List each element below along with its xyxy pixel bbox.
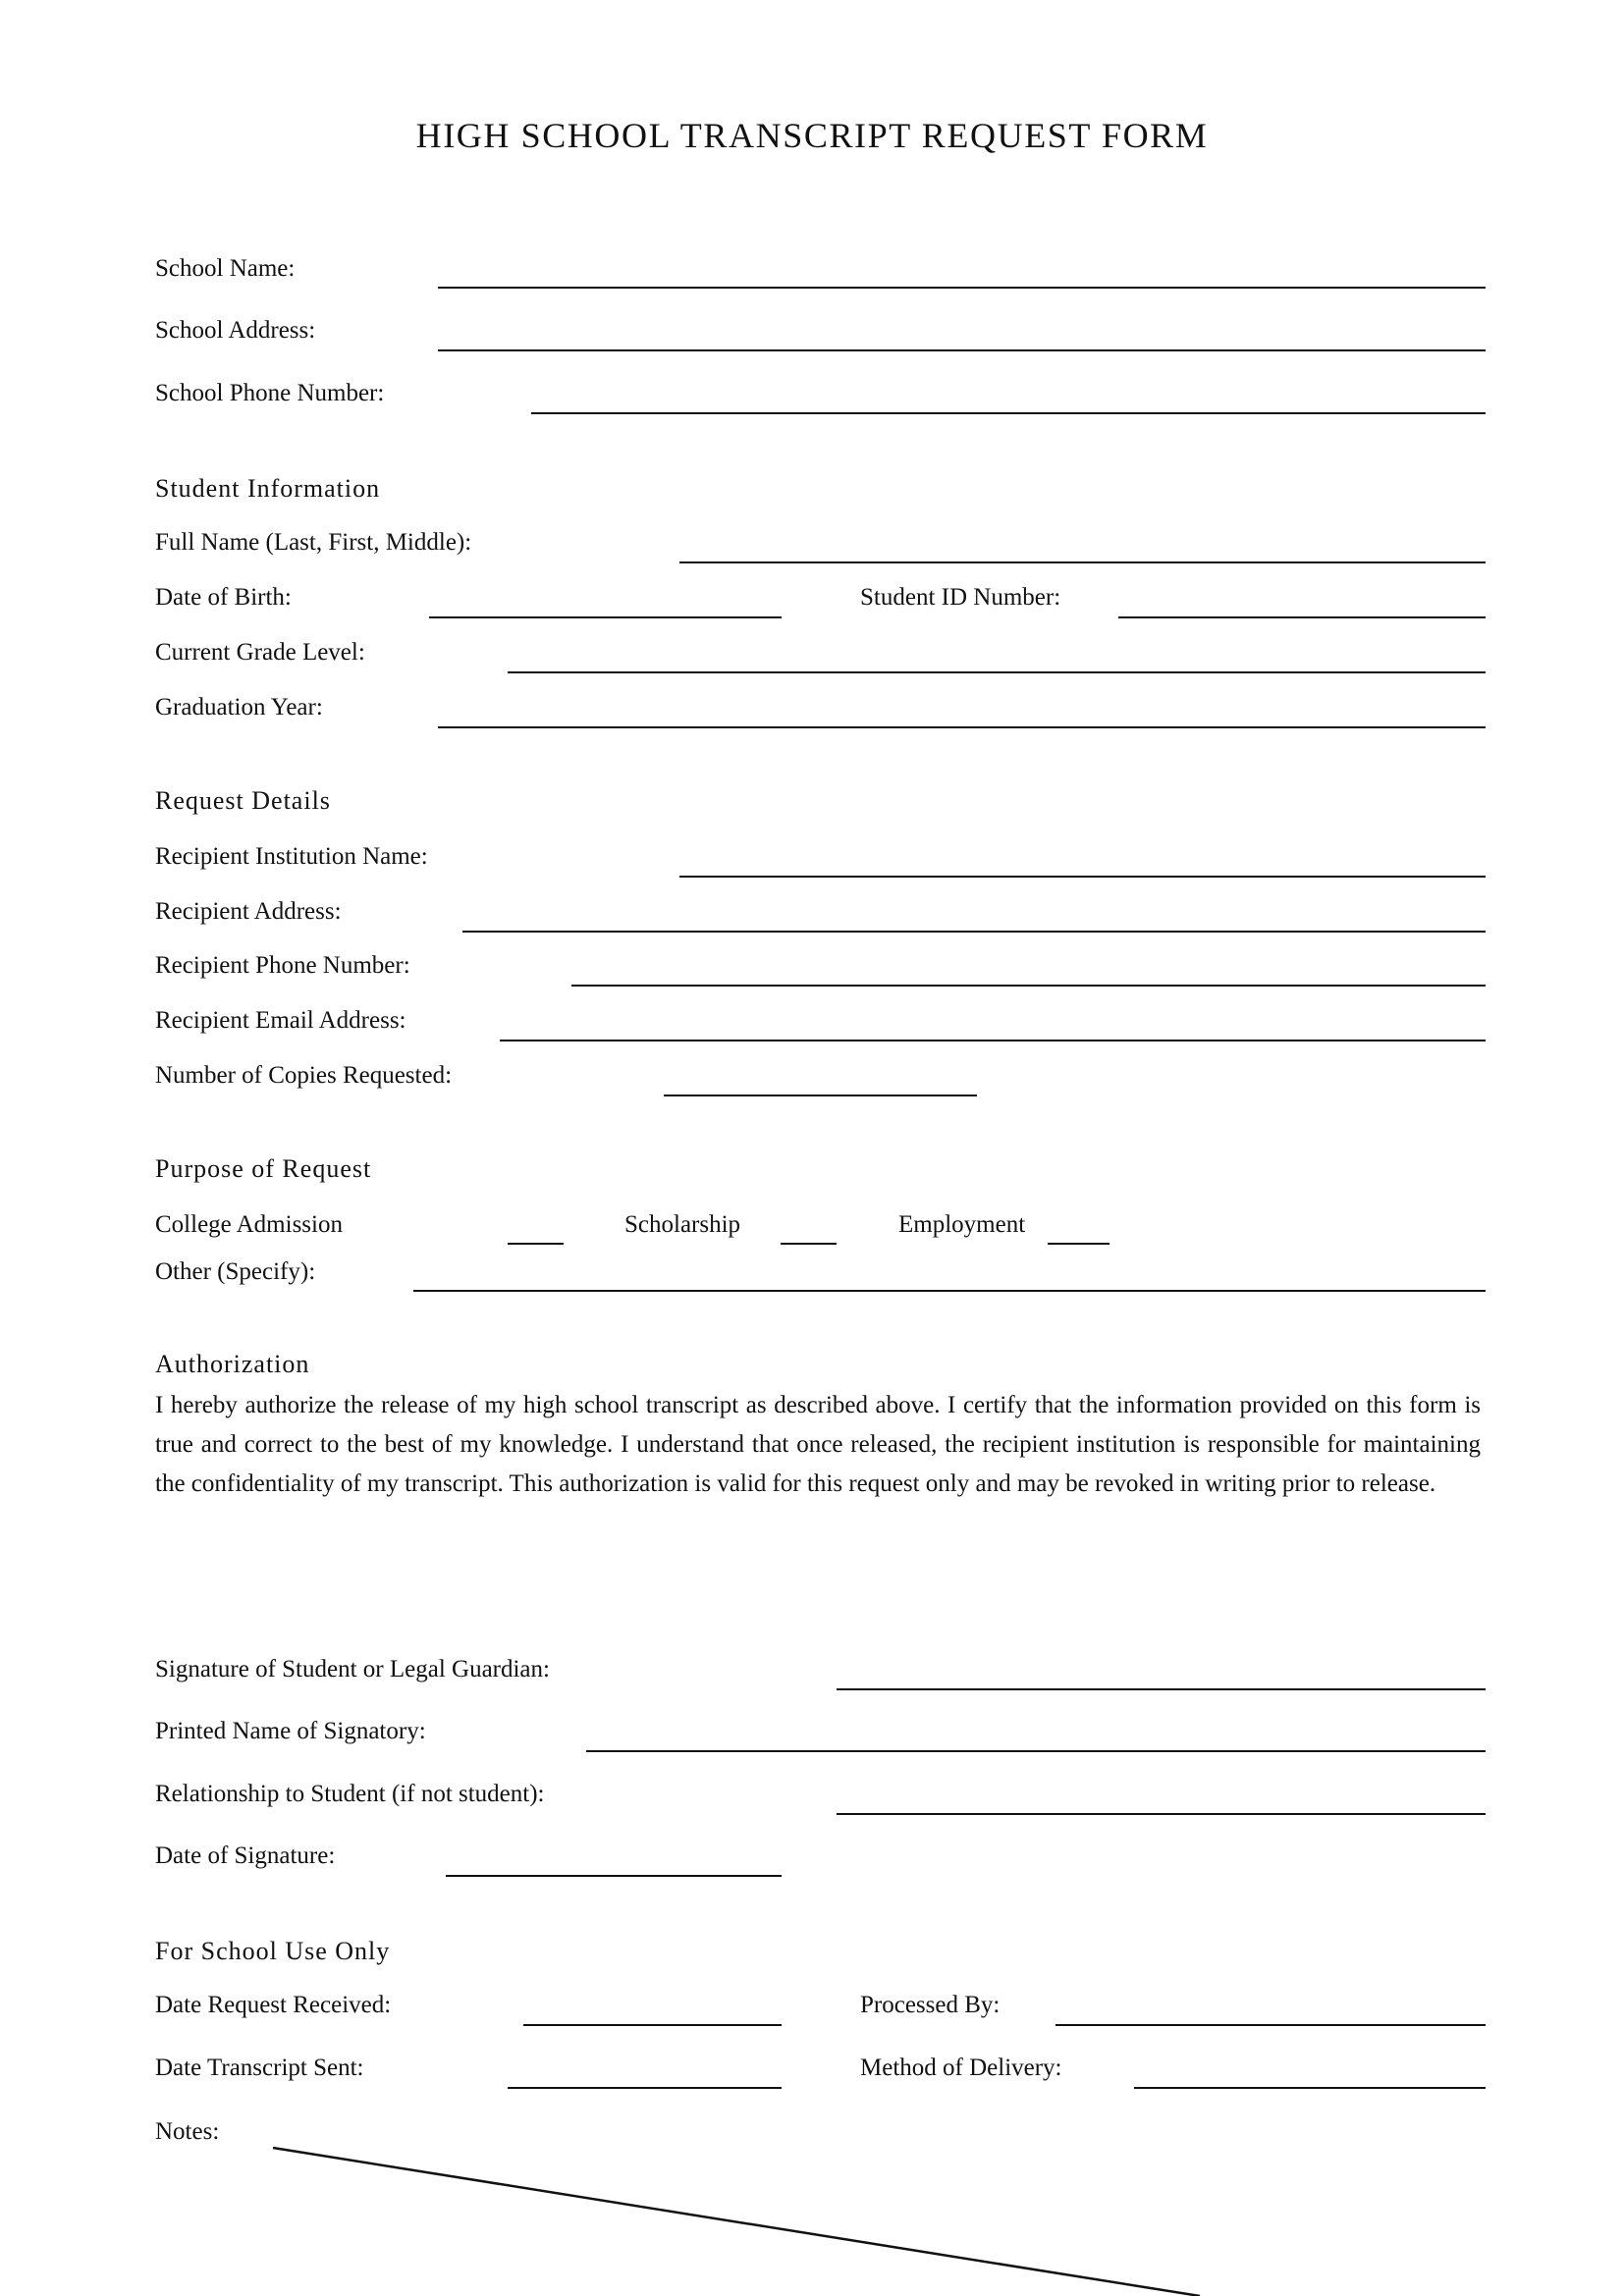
- processed-by-field[interactable]: [1056, 1997, 1486, 2026]
- notes-label: Notes:: [155, 2118, 220, 2145]
- signature-field[interactable]: [837, 1661, 1486, 1690]
- copies-requested-field[interactable]: [664, 1067, 977, 1096]
- signature-date-field[interactable]: [446, 1847, 782, 1877]
- graduation-year-field[interactable]: [438, 699, 1486, 728]
- other-specify-field[interactable]: [413, 1262, 1486, 1292]
- date-sent-label: Date Transcript Sent:: [155, 2055, 364, 2081]
- student-info-heading: Student Information: [155, 474, 381, 503]
- school-phone-field[interactable]: [531, 385, 1486, 414]
- signature-date-label: Date of Signature:: [155, 1842, 336, 1869]
- school-address-label: School Address:: [155, 317, 316, 344]
- grade-level-label: Current Grade Level:: [155, 639, 365, 666]
- school-name-label: School Name:: [155, 255, 296, 282]
- school-name-field[interactable]: [438, 259, 1486, 289]
- recipient-phone-label: Recipient Phone Number:: [155, 952, 410, 979]
- recipient-email-field[interactable]: [500, 1012, 1486, 1041]
- delivery-method-label: Method of Delivery:: [860, 2055, 1062, 2081]
- printed-name-label: Printed Name of Signatory:: [155, 1718, 426, 1744]
- full-name-label: Full Name (Last, First, Middle):: [155, 529, 472, 556]
- school-use-heading: For School Use Only: [155, 1937, 391, 1965]
- signature-label: Signature of Student or Legal Guardian:: [155, 1656, 550, 1682]
- college-admission-label: College Admission: [155, 1211, 343, 1238]
- dob-field[interactable]: [429, 589, 782, 618]
- purpose-heading: Purpose of Request: [155, 1154, 372, 1183]
- authorization-text: I hereby authorize the release of my high school transcript as described above. I certify that the information provided on this form is true and correct to the best of my knowledge. I understand that once released, the recipient institution is responsible for maintaining the confidentiality of my transcript. This authorization is valid for this request only and may be revoked in writing prior to release.: [155, 1392, 1481, 1497]
- request-details-heading: Request Details: [155, 786, 331, 815]
- recipient-address-field[interactable]: [462, 903, 1486, 933]
- relationship-field[interactable]: [837, 1786, 1486, 1815]
- recipient-email-label: Recipient Email Address:: [155, 1007, 406, 1034]
- other-specify-label: Other (Specify):: [155, 1258, 316, 1285]
- scholarship-label: Scholarship: [624, 1211, 741, 1238]
- college-admission-field[interactable]: [508, 1215, 564, 1245]
- student-id-field[interactable]: [1118, 589, 1486, 618]
- student-id-label: Student ID Number:: [860, 584, 1061, 611]
- recipient-institution-field[interactable]: [679, 848, 1486, 878]
- school-address-field[interactable]: [438, 322, 1486, 351]
- authorization-heading: Authorization: [155, 1350, 310, 1378]
- school-phone-label: School Phone Number:: [155, 380, 385, 406]
- full-name-field[interactable]: [679, 534, 1486, 563]
- employment-field[interactable]: [1048, 1215, 1110, 1245]
- recipient-address-label: Recipient Address:: [155, 898, 342, 925]
- copies-requested-label: Number of Copies Requested:: [155, 1062, 453, 1089]
- processed-by-label: Processed By:: [860, 1992, 1001, 2018]
- grade-level-field[interactable]: [508, 644, 1486, 673]
- date-sent-field[interactable]: [508, 2059, 782, 2089]
- scholarship-field[interactable]: [781, 1215, 837, 1245]
- graduation-year-label: Graduation Year:: [155, 694, 323, 721]
- date-received-label: Date Request Received:: [155, 1992, 392, 2018]
- delivery-method-field[interactable]: [1134, 2059, 1486, 2089]
- recipient-phone-field[interactable]: [571, 957, 1486, 987]
- relationship-label: Relationship to Student (if not student):: [155, 1781, 545, 1807]
- employment-label: Employment: [898, 1211, 1026, 1238]
- dob-label: Date of Birth:: [155, 584, 292, 611]
- printed-name-field[interactable]: [586, 1723, 1486, 1752]
- recipient-institution-label: Recipient Institution Name:: [155, 843, 428, 870]
- form-title: HIGH SCHOOL TRANSCRIPT REQUEST FORM: [415, 116, 1209, 155]
- date-received-field[interactable]: [523, 1997, 782, 2026]
